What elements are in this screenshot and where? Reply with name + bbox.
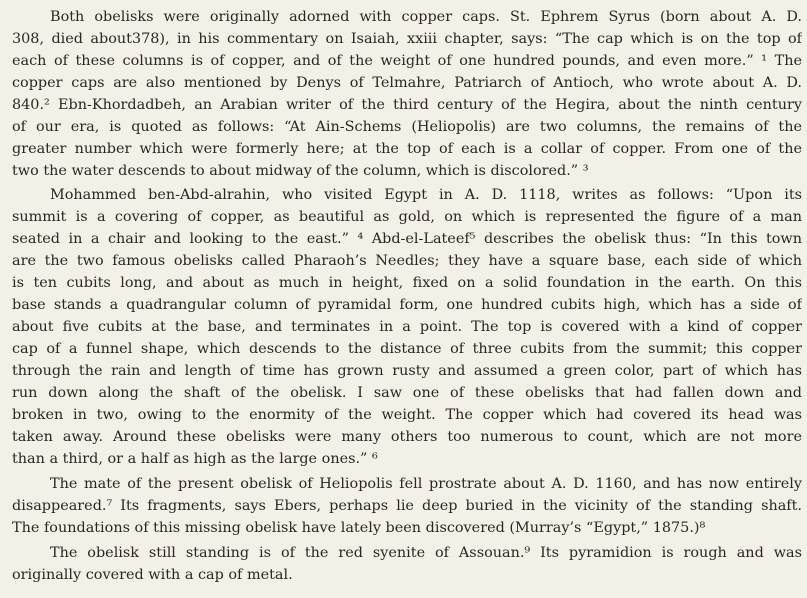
text-line: is ten cubits long, and about as much in height, fixed on a solid foundation in the earth. On this [12,275,802,291]
text-line: base stands a quadrangular column of pyramidal form, one hundred cubits high, which has a side of [12,297,802,313]
text-line: of our era, is quoted as follows: “At Ain-Schems (Heliopolis) are two columns, the remains of the [12,119,802,135]
text-line: copper caps are also mentioned by Denys of Telmahre, Patriarch of Antioch, who wrote about A. D. [12,75,802,91]
text-line: originally covered with a cap of metal. [12,567,293,583]
text-line: Both obelisks were originally adorned with copper caps. St. Ephrem Syrus (born about A. D. [50,9,802,25]
text-line: two the water descends to about midway of the column, which is discolored.” ³ [12,163,589,179]
text-line: taken away. Around these obelisks were many others too numerous to count, which are not more [12,429,802,445]
text-line: summit is a covering of copper, as beautiful as gold, on which is represented the figure of a man [12,209,802,225]
text-line: than a third, or a half as high as the large ones.” ⁶ [12,451,378,467]
text-line: broken in two, owing to the enormity of the weight. The copper which had covered its head was [12,407,802,423]
text-line: greater number which were formerly here; at the top of each is a collar of copper. From one of the [12,141,802,157]
text-line: about five cubits at the base, and terminates in a point. The top is covered with a kind of copper [12,319,802,335]
text-line: 840.² Ebn-Khordadbeh, an Arabian writer of the third century of the Hegira, about the ninth century [12,97,802,113]
text-line: are the two famous obelisks called Pharaoh’s Needles; they have a square base, each side of which [12,253,802,269]
text-line: 308, died about378), in his commentary on Isaiah, xxiii chapter, says: “The cap which is on the top of [12,31,802,47]
text-line: seated in a chair and looking to the east.” ⁴ Abd-el-Lateef⁵ describes the obelisk thus: “In this town [12,231,802,247]
text-line: disappeared.⁷ Its fragments, says Ebers, perhaps lie deep buried in the vicinity of the standing shaft. [12,498,802,514]
text-line: run down along the shaft of the obelisk. I saw one of these obelisks that had fallen down and [12,385,802,401]
text-line: through the rain and length of time has grown rusty and assumed a green color, part of which has [12,363,802,379]
text-line: The mate of the present obelisk of Heliopolis fell prostrate about A. D. 1160, and has now entirely [50,476,802,492]
text-line: cap of a funnel shape, which descends to the distance of three cubits from the summit; this copper [12,341,802,357]
text-line: Mohammed ben-Abd-alrahin, who visited Egypt in A. D. 1118, writes as follows: “Upon its [50,187,802,203]
text-line: The obelisk still standing is of the red syenite of Assouan.⁹ Its pyramidion is rough and was [50,545,802,561]
text-line: each of these columns is of copper, and of the weight of one hundred pounds, and even more.” ¹ The [12,53,802,69]
text-line: The foundations of this missing obelisk have lately been discovered (Murray’s “Egypt,” 1875.)⁸ [12,520,706,536]
